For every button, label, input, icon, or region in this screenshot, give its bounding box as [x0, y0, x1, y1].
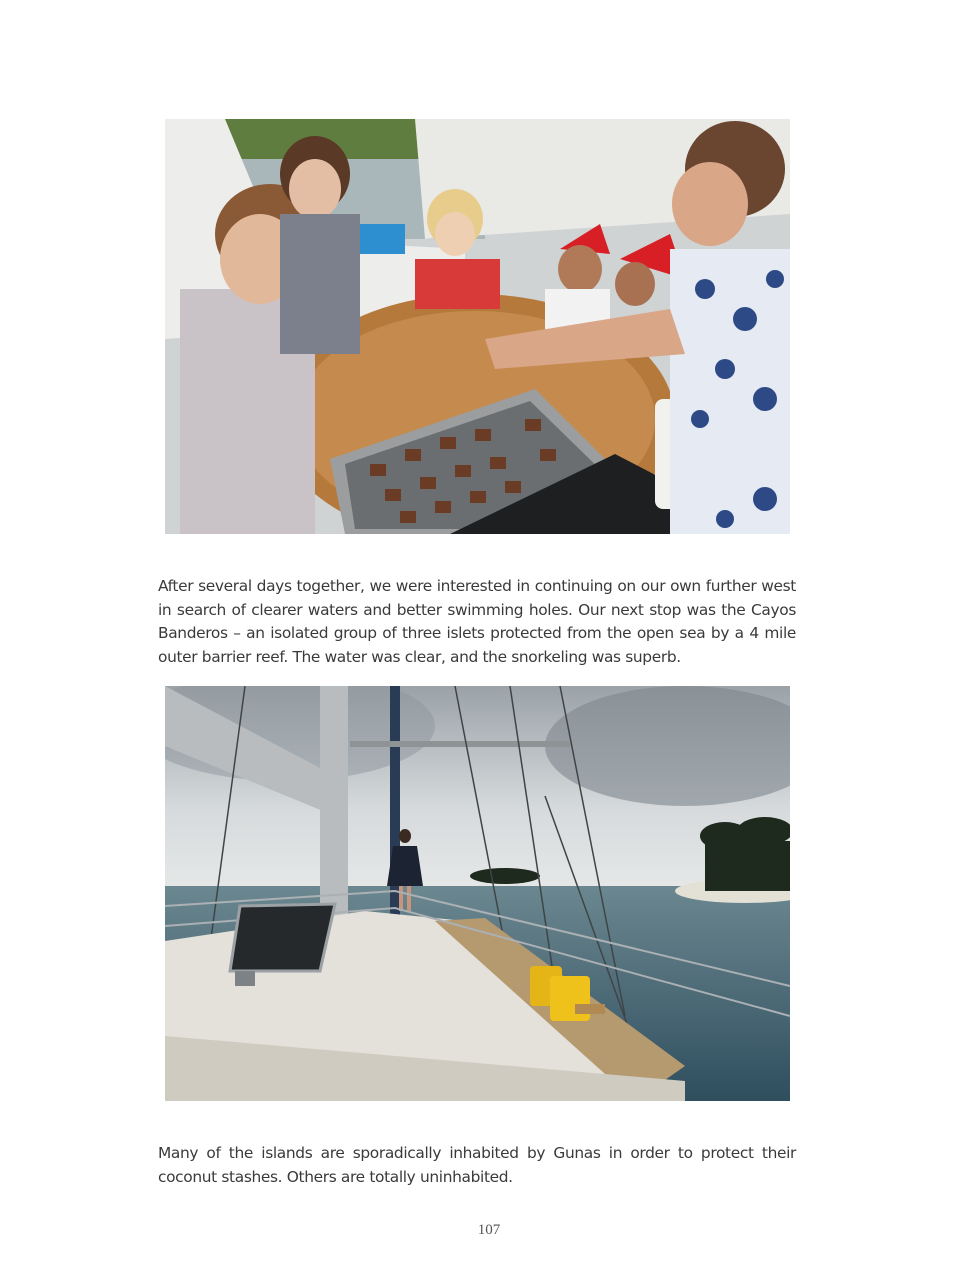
paragraph-cayos-banderos: After several days together, we were interested in continuing on our own further west in search of clearer waters and better swimming holes. Our next stop was the Cayos Banderos – an isolated group of three islets protected from the open sea by a 4 mile outer barrier reef. The water was clear, and the snorkeling was superb. — [158, 577, 796, 666]
paragraph-gunas-islands: Many of the islands are sporadically inhabited by Gunas in order to protect their coconut stashes. Others are totally uninhabited. — [158, 1144, 796, 1186]
sailboat-deck-photo — [165, 686, 790, 1101]
cookie-baking-photo — [165, 119, 790, 534]
page-number: 107 — [477, 1222, 501, 1238]
